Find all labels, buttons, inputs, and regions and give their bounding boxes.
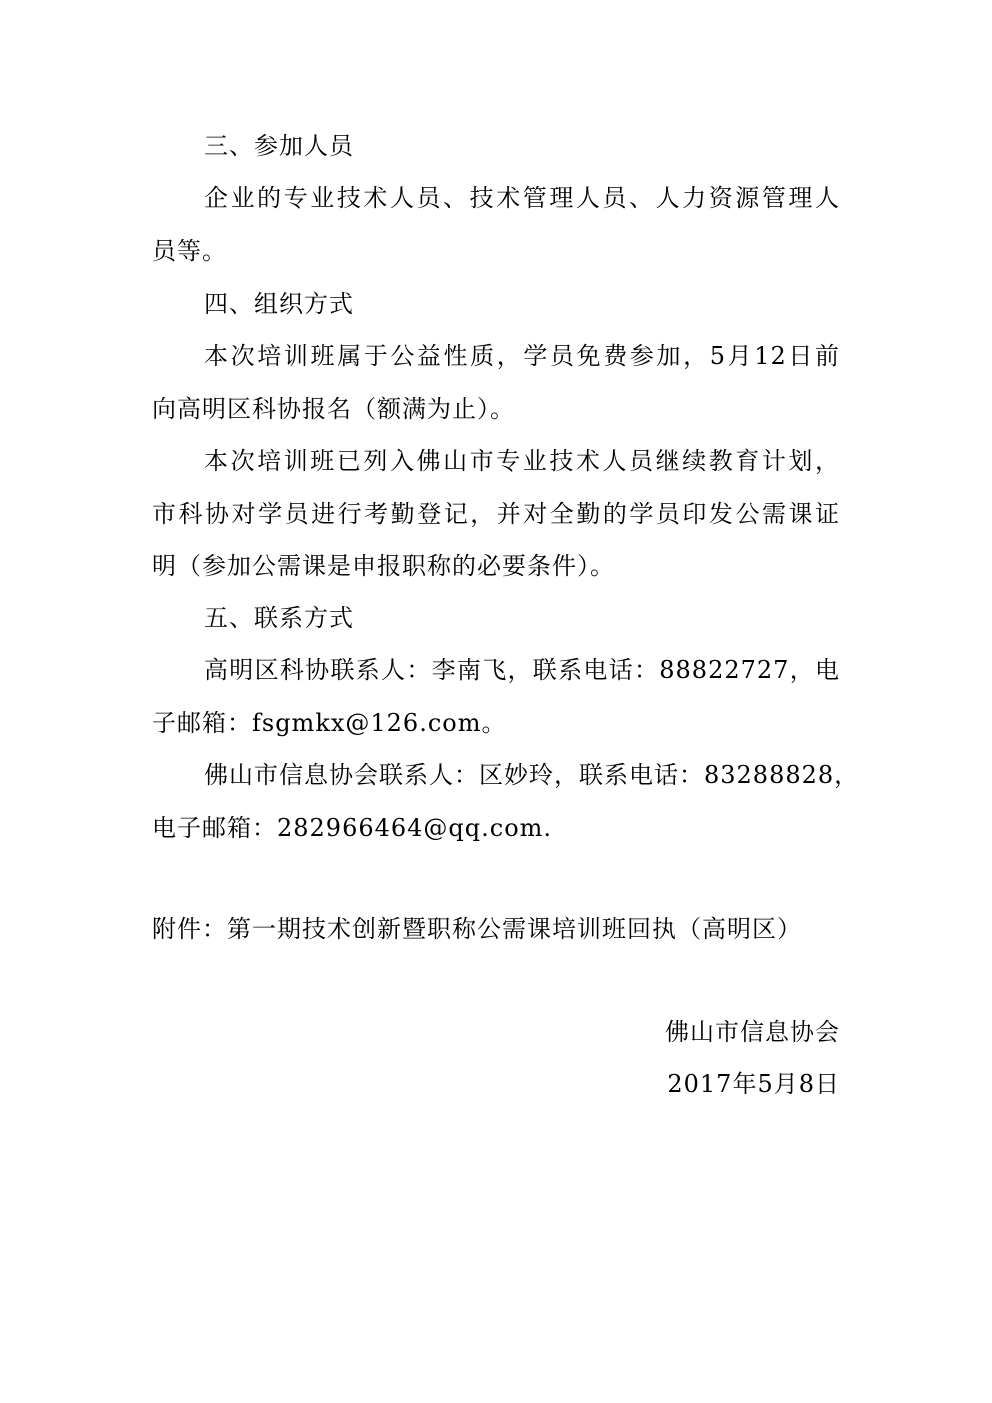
contact-foshan-line-2: 电子邮箱：282966464@qq.com. <box>152 814 553 842</box>
section-heading-organization: 四、组织方式 <box>204 290 354 318</box>
attachment-note: 附件：第一期技术创新暨职称公需课培训班回执（高明区） <box>152 915 802 943</box>
organization-para-1-line-2: 向高明区科协报名（额满为止）。 <box>152 395 515 423</box>
section-heading-contact: 五、联系方式 <box>204 604 354 632</box>
section-heading-participants: 三、参加人员 <box>204 132 354 160</box>
organization-para-2-line-2: 市科协对学员进行考勤登记，并对全勤的学员印发公需课证 <box>152 500 840 528</box>
organization-para-2-line-3: 明（参加公需课是申报职称的必要条件）。 <box>152 552 615 580</box>
organization-para-2-line-1: 本次培训班已列入佛山市专业技术人员继续教育计划， <box>204 447 840 475</box>
contact-foshan-line-1: 佛山市信息协会联系人：区妙玲，联系电话：83288828， <box>204 761 860 789</box>
participants-text-line-2: 员等。 <box>152 237 227 265</box>
participants-text-line-1: 企业的专业技术人员、技术管理人员、人力资源管理人 <box>204 184 840 212</box>
signature-date: 2017年5月8日 <box>667 1070 840 1098</box>
signature-organization: 佛山市信息协会 <box>665 1018 840 1046</box>
contact-gaoming-line-1: 高明区科协联系人：李南飞，联系电话：88822727，电 <box>204 656 840 684</box>
contact-gaoming-line-2: 子邮箱：fsgmkx@126.com。 <box>152 709 507 737</box>
organization-para-1-line-1: 本次培训班属于公益性质，学员免费参加，5月12日前 <box>204 342 840 370</box>
